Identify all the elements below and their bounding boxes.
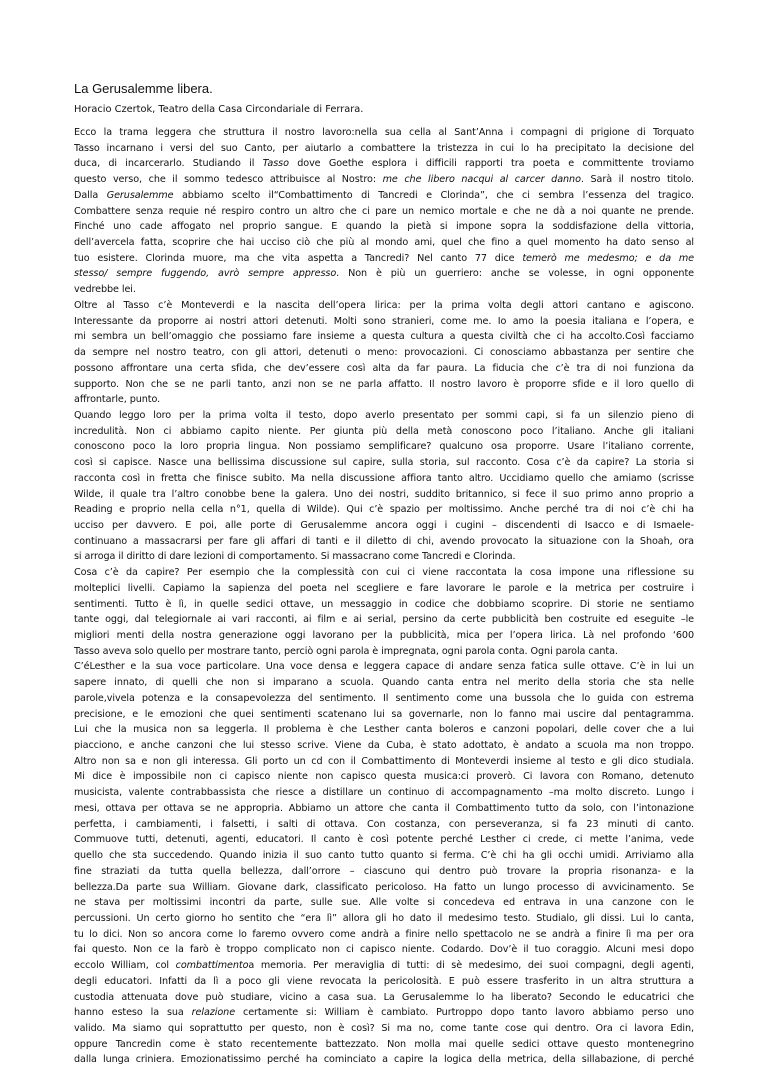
text-line: supporto. Non che se ne parli tanto, anzi non se ne parla affatto. Il nostro lavoro è proporre sfide e il loro quello di: [74, 378, 694, 390]
text-line: custodia attenuata dove può studiare, vicino a casa sua. La Gerusalemme lo ha liberato? Secondo le educatrici che: [74, 991, 694, 1003]
text-line: eccolo William, col combattimentoa memoria. Per meraviglia di tutti: di sè medesimo, dei suoi compagni, degli agenti,: [74, 960, 694, 972]
text-line: duca, di incarcerarlo. Studiando il Tasso dove Goethe esplora i difficili rapporti tra poeta e committente troviamo: [74, 158, 694, 170]
text-line: fine straziati da tutta quella bellezza, dall’orrore – ciascuno qui dentro può trovare la propria risonanza- e la: [74, 865, 694, 877]
text-line: da sempre nel nostro teatro, con gli attori, detenuti o meno: provocazioni. Ci conosciamo abbastanza per sentire che: [74, 347, 694, 359]
text-line: incredulità. Non ci abbiamo capito niente. Per giunta più della metà conoscono poco l’italiano. Anche gli italiani: [74, 425, 694, 437]
text-line: questo verso, che il sommo tedesco attribuisce al Nostro: me che libero nacqui al carcer danno. Sarà il nostro titolo.: [74, 174, 694, 186]
text-line: Oltre al Tasso c’è Monteverdi e la nascita dell’opera lirica: per la prima volta degli attori cantano e agiscono.: [74, 299, 694, 311]
text-line: Mi dice è impossibile non ci capisco niente non capisco questa musica:ci proverò. Ci lavora con Romano, detenuto: [74, 771, 694, 783]
italic-text: me che libero nacqui al carcer danno: [382, 174, 581, 186]
italic-text: Gerusalemme: [106, 189, 174, 201]
text-line: sapere innato, di quelli che non si imparano a scuola. Quando canta entra nel merito della storia che sta nelle: [74, 677, 694, 689]
text-line: tante oggi, dal telegiornale ai vari racconti, ai film e ai serial, persino da certe pubblicità ben costruite ed eseguite –le: [74, 614, 694, 626]
text-line: perfetta, i cambiamenti, i falsetti, i salti di ottava. Con costanza, con perseveranza, si fa 23 minuti di canto.: [74, 818, 694, 830]
text-line: Commuove tutti, detenuti, agenti, educatori. Il canto è così potente perché Lesther ci crede, ci mette l’anima, vede: [74, 834, 694, 846]
text-line: quello che sta succedendo. Quando inizia il suo canto tutto quanto si ferma. C’è chi ha gli occhi umidi. Arriviamo alla: [74, 850, 694, 862]
text-line: tu lo dici. Non so ancora come lo faremo ovvero come andrà a finire nello spettacolo ne se andrà a finire lì ma per ora: [74, 928, 694, 940]
text-line: ne stava per moltissimi incontri da parte, sulle sue. Alle volte si concedeva ed entrava in una canzone con le: [74, 897, 694, 909]
text-line: tuo esistere. Clorinda muore, ma che vita aspetta a Tancredi? Nel canto 77 dice temerò me medesmo; e da me: [74, 252, 694, 264]
text-line: bellezza.Da parte sua William. Giovane dark, classificato pericoloso. Ha fatto un lungo processo di avvicinamento. Se: [74, 881, 694, 893]
text-line: Combattere senza requie né respiro contro un altro che ci pare un nemico mortale e che ne dà a noi quante ne prende.: [74, 205, 694, 217]
text-line: Ecco la trama leggera che struttura il nostro lavoro:nella sua cella al Sant’Anna i compagni di prigione di Torquato: [74, 127, 694, 138]
text-line: racconta così in fretta che finisce subito. Ma nella discussione affiora tanto altro. Uccidiamo quello che amiamo (scrisse: [74, 472, 694, 484]
text-line: oppure Tancredin come è stato recentemente battezzato. Non molla mai quelle sedici ottave questo montenegrino: [74, 1038, 694, 1050]
text-line: Tasso incarnano i versi del suo Canto, per aiutarlo a combattere la tristezza in cui lo ha precipitato la decisione del: [74, 142, 694, 154]
text-line: Wilde, il quale tra l’altro conobbe bene la galera. Uno dei nostri, suddito britannico, si fece il suo primo anno proprio a: [74, 488, 694, 500]
text-line: si arroga il diritto di dare lezioni di comportamento. Si massacrano come Tancredi e Clorinda.: [74, 551, 516, 563]
text-line: migliori menti della nostra generazione oggi lavorano per la pubblicità, mica per l’opera lirica. Là nel profondo ‘600: [74, 630, 694, 641]
text-line: hanno esteso la sua relazione certamente si: William è cambiato. Purtroppo dopo tanto lavoro abbiamo perso uno: [74, 1007, 694, 1019]
text-line: mi sembra un bell’omaggio che possiamo fare insieme a questa cultura a questa civiltà che ci ha accolto.Così facciamo: [74, 331, 694, 343]
italic-text: relazione: [191, 1007, 236, 1019]
text-line: C’éLesther e la sua voce particolare. Una voce densa e leggera capace di andare senza fatica sulle ottave. C’è in lui un: [74, 661, 694, 673]
text-line: continuano a massacrarsi per fare gli affari di tanti e il diletto di chi, avendo provocato la situazione con la Shoah, ora: [74, 535, 694, 547]
text-line: Finché uno cade affogato nel proprio sangue. E quando la pietà si impone sopra la soddisfazione della vittoria,: [74, 221, 694, 233]
italic-text: temerò me medesmo; e da me: [522, 252, 694, 264]
text-line: stesso/ sempre fuggendo, avrò sempre appresso. Non è più un guerriero: anche se volesse, in ogni opponente: [74, 268, 694, 280]
text-line: Tasso aveva solo quello per mostrare tanto, perciò ogni parola è impregnata, ogni parola conta. Ogni parola canta.: [74, 645, 618, 657]
text-line: Interessante da proporre ai nostri attori detenuti. Molti sono stranieri, come me. Io amo la poesia italiana e l’opera, e: [74, 315, 694, 327]
text-line: Reading e proprio nella cella n°1, quella di Wilde). Qui c’è spazio per moltissimo. Anche perché tra di noi c’è chi ha: [74, 504, 694, 516]
text-line: percussioni. Un certo giorno ho sentito che “era lì” allora gli ho dato il medesimo testo. Studialo, gli dissi. Lui lo canta,: [74, 912, 694, 924]
text-line: Altro non sa e non gli interessa. Gli porto un cd con il Combattimento di Monteverdi insieme al testo e gli dico studiala.: [74, 755, 694, 767]
text-line: musicista, valente contrabbassista che riesce a distillare un continuo di accompagnamento –ma molto discreto. Lungo i: [74, 787, 694, 799]
text-line: piacciono, e anche canzoni che lui stesso scrive. Viene da Cuba, è stato adottato, è andato a scuola ma non troppo.: [74, 740, 694, 752]
italic-text: Tasso: [262, 158, 289, 170]
text-line: precisione, e le emozioni che quei sentimenti scatenano lui sa governarle, non lo fanno mai uscire dal pentagramma.: [74, 708, 694, 720]
text-line: affrontarle, punto.: [74, 394, 161, 406]
text-line: valido. Ma siamo qui soprattutto per questo, non è così? Si ma no, come tante cose qui dentro. Ora ci lavora Edin,: [74, 1022, 694, 1034]
text-line: Quando leggo loro per la prima volta il testo, dopo averlo presentato per sommi capi, si fa un silenzio pieno di: [74, 409, 694, 421]
text-line: parole,vivela potenza e la consapevolezza del sentimento. Il sentimento come una bussola che lo guida con estrema: [74, 692, 694, 704]
text-line: fai questo. Non ce la farò è troppo complicato non ci capisco niente. Codardo. Dov’è il tuo coraggio. Alcuni mesi dopo: [74, 944, 694, 956]
text-line: dell’avercela fatta, scoprire che hai ucciso ciò che più al mondo ami, quel che fino a quel momento ha dato senso al: [74, 237, 694, 249]
italic-text: combattimento: [175, 960, 249, 972]
text-line: dalla lunga criniera. Emozionatissimo perché ha cominciato a capire la logica della metrica, della sillabazione, di perché: [74, 1054, 694, 1066]
text-line: sentimenti. Tutto è lì, in quelle sedici ottave, un messaggio in codice che dobbiamo scoprire. Di storie ne sentiamo: [74, 598, 694, 610]
text-line: ucciso per davvero. E poi, alle porte di Gerusalemme ancora oggi i cugini – discendenti di Isacco e di Ismaele-: [74, 519, 694, 531]
text-line: molteplici livelli. Capiamo la sapienza del poeta nel scegliere e fare lavorare le parole e la metrica per costruire i: [74, 582, 694, 594]
document-title: La Gerusalemme libera.: [74, 81, 213, 96]
document-subtitle: Horacio Czertok, Teatro della Casa Circondariale di Ferrara.: [74, 104, 364, 115]
document-body: [74, 125, 694, 1068]
text-line: mesi, ottava per ottava se ne appropria. Abbiamo un attore che canta il Combattimento tutto da solo, con l’intonazione: [74, 802, 694, 814]
italic-text: stesso/ sempre fuggendo, avrò sempre appresso: [74, 268, 337, 280]
text-line: possono affrontare una certa sfida, che dev’essere così alta da far paura. La fiducia che c’è tra di noi funziona da: [74, 362, 694, 374]
text-line: Dalla Gerusalemme abbiamo scelto il“Combattimento di Tancredi e Clorinda”, che ci sembra l’essenza del tragico.: [74, 189, 694, 201]
text-line: così si capisce. Nasce una bellissima discussione sul capire, sulla storia, sul racconto. Cosa c’è da capire? La storia si: [74, 457, 694, 469]
text-line: Cosa c’è da capire? Per esempio che la complessità con cui ci viene raccontata la cosa impone una riflessione su: [74, 567, 694, 579]
text-line: Lui che la musica non sa leggerla. Il problema è che Lesther canta boleros e canzoni popolari, delle cover che a lui: [74, 724, 694, 736]
text-line: degli educatori. Infatti da lì a poco gli viene revocata la pericolosità. E può essere trasferito in un altra struttura a: [74, 975, 694, 987]
text-line: vedrebbe lei.: [74, 284, 136, 296]
text-line: conoscono poco la loro propria lingua. Non possiamo semplificare? qualcuno osa proporre. Usare l’italiano corrente,: [74, 441, 694, 453]
